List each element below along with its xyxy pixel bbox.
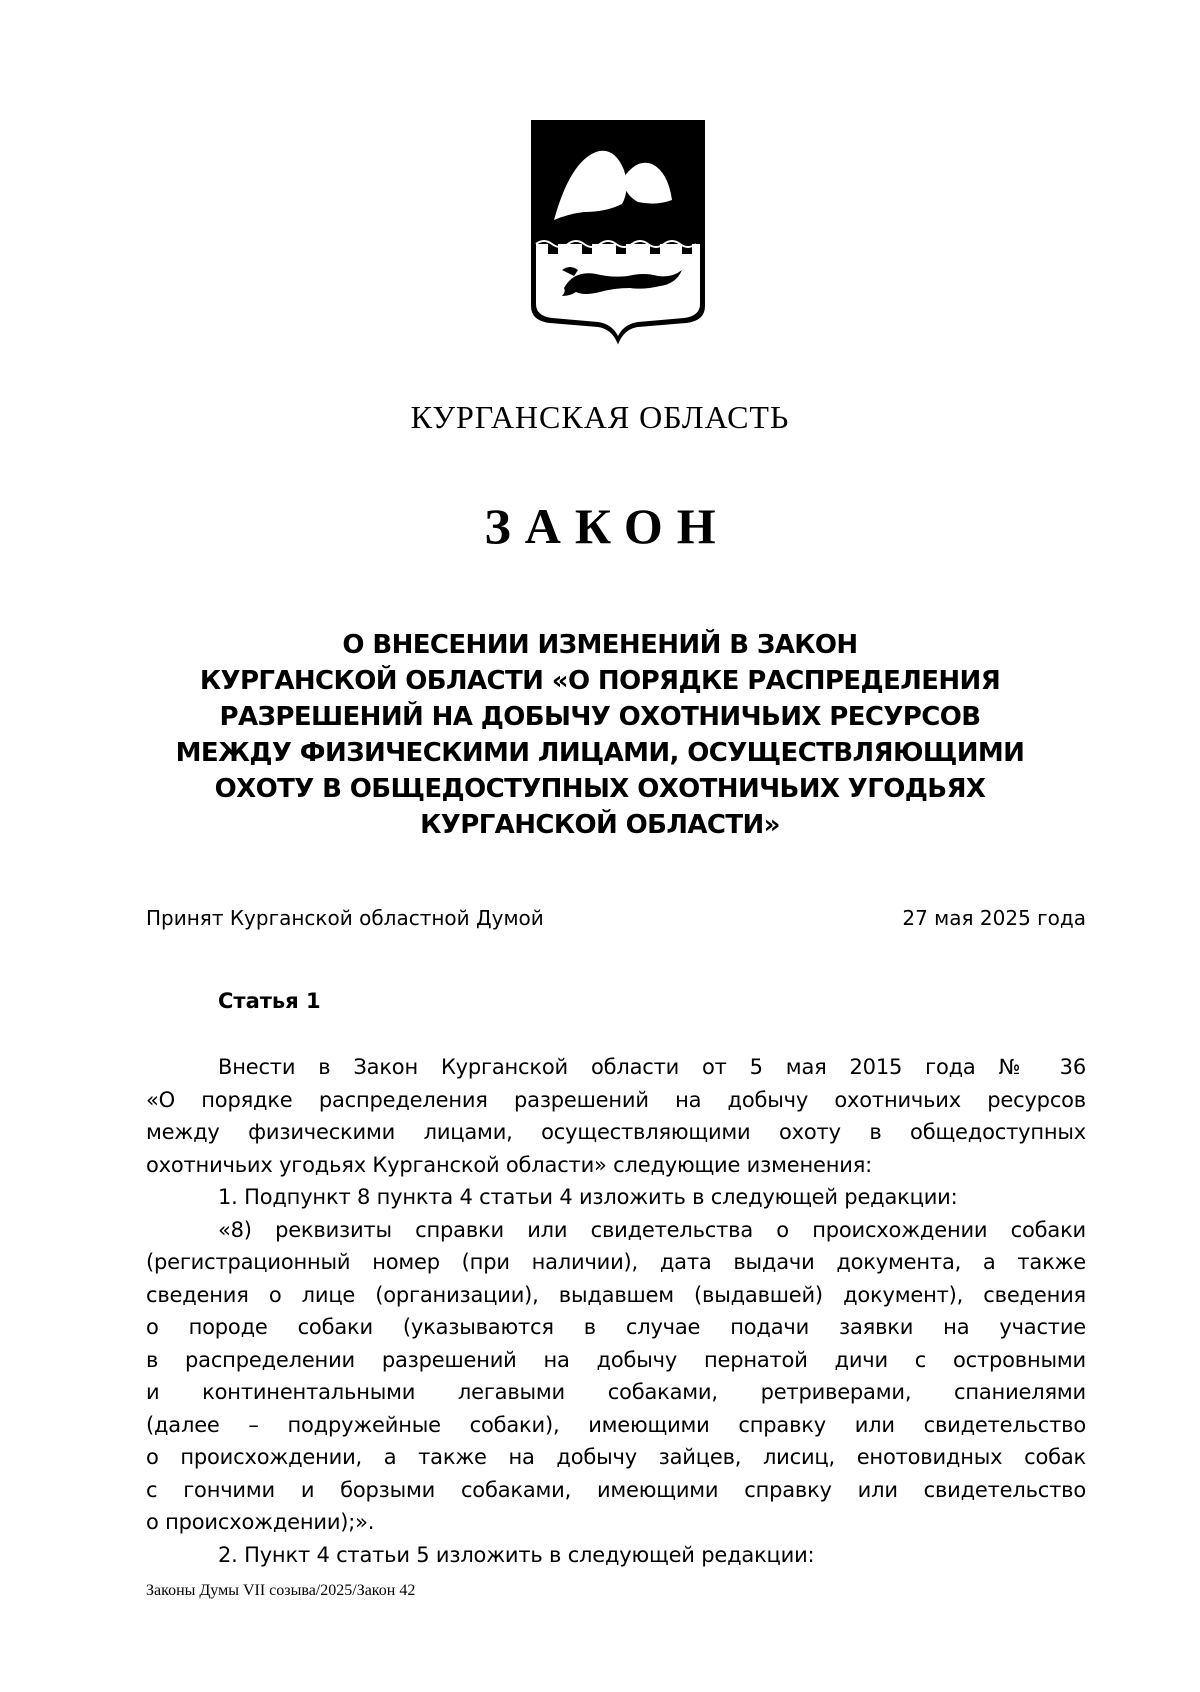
article-body <box>146 1051 1086 1571</box>
body-line: Внести в Закон Курганской области от 5 мая 2015 года № 36 <box>218 1055 1086 1079</box>
law-title-line: О ВНЕСЕНИИ ИЗМЕНЕНИЙ В ЗАКОН <box>342 630 858 660</box>
law-title-line: ОХОТУ В ОБЩЕДОСТУПНЫХ ОХОТНИЧЬИХ УГОДЬЯХ <box>214 774 986 804</box>
body-line: о породе собаки (указываются в случае подачи заявки на участие <box>146 1315 1086 1339</box>
law-title-line: КУРГАНСКОЙ ОБЛАСТИ «О ПОРЯДКЕ РАСПРЕДЕЛЕНИЯ <box>199 666 1001 696</box>
body-line: (регистрационный номер (при наличии), дата выдачи документа, а также <box>146 1250 1086 1274</box>
law-title-line: РАЗРЕШЕНИЙ НА ДОБЫЧУ ОХОТНИЧЬИХ РЕСУРСОВ <box>219 702 981 732</box>
law-title-line: КУРГАНСКОЙ ОБЛАСТИ» <box>420 810 780 840</box>
region-name: КУРГАНСКАЯ ОБЛАСТЬ <box>410 399 790 435</box>
body-line: о происхождении, а также на добычу зайцев, лисиц, енотовидных собак <box>146 1445 1086 1469</box>
body-line: (далее – подружейные собаки), имеющими справку или свидетельство <box>146 1412 1086 1437</box>
body-line: охотничьих угодьях Курганской области» следующие изменения: <box>146 1152 872 1177</box>
body-line: сведения о лице (организации), выдавшем (выдавшей) документ), сведения <box>146 1282 1086 1307</box>
body-line: в распределении разрешений на добычу пернатой дичи с островными <box>146 1347 1086 1372</box>
body-line: и континентальными легавыми собаками, ретриверами, спаниелями <box>146 1380 1086 1404</box>
body-line: с гончими и борзыми собаками, имеющими справку или свидетельство <box>146 1477 1086 1502</box>
body-line: «О порядке распределения разрешений на добычу охотничьих ресурсов <box>146 1087 1086 1112</box>
body-line: «8) реквизиты справки или свидетельства о происхождении собаки <box>218 1217 1086 1242</box>
law-title-line: МЕЖДУ ФИЗИЧЕСКИМИ ЛИЦАМИ, ОСУЩЕСТВЛЯЮЩИМИ <box>175 738 1025 768</box>
law-title <box>130 627 1070 843</box>
adoption-date: 27 мая 2025 года <box>902 906 1086 930</box>
body-line: между физическими лицами, осуществляющими охоту в общедоступных <box>146 1120 1086 1144</box>
document-type: ЗАКОН <box>484 498 730 554</box>
body-line: 2. Пункт 4 статьи 5 изложить в следующей редакции: <box>218 1542 815 1567</box>
adopted-by: Принят Курганской областной Думой <box>146 906 544 930</box>
body-line: 1. Подпункт 8 пункта 4 статьи 4 изложить в следующей редакции: <box>218 1185 958 1209</box>
footer-reference: Законы Думы VII созыва/2025/Закон 42 <box>146 1582 416 1599</box>
body-line: о происхождении);». <box>146 1510 375 1534</box>
coat-of-arms-icon <box>526 120 710 360</box>
article-heading: Статья 1 <box>218 989 321 1013</box>
